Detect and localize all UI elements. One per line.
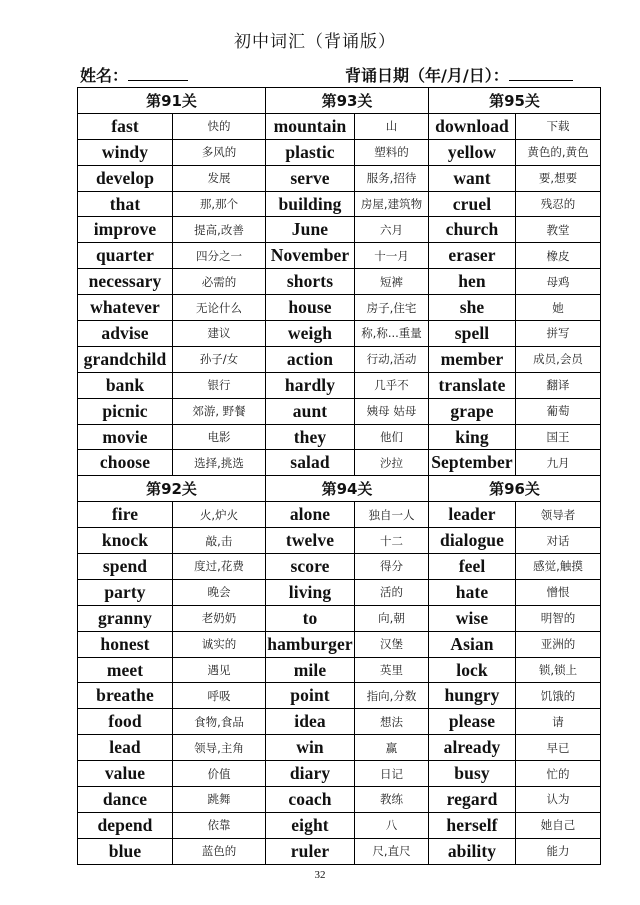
meaning-cell: 九月: [516, 450, 601, 476]
level-header: 第93关: [266, 88, 429, 114]
vocab-row: [78, 838, 601, 864]
vocab-row: [78, 165, 601, 191]
word-cell: leader: [429, 502, 516, 528]
page-number: 32: [314, 869, 326, 881]
vocab-row: [78, 243, 601, 269]
meaning-cell: 母鸡: [516, 269, 601, 295]
word-cell: busy: [429, 761, 516, 787]
word-cell: honest: [78, 631, 173, 657]
meaning-cell: 呼吸: [173, 683, 266, 709]
word-cell: already: [429, 735, 516, 761]
meaning-cell: 憎恨: [516, 579, 601, 605]
word-cell: spell: [429, 321, 516, 347]
word-cell: coach: [266, 787, 355, 813]
meaning-cell: 沙拉: [355, 450, 429, 476]
meaning-cell: 向,朝: [355, 605, 429, 631]
meaning-cell: 塑料的: [355, 139, 429, 165]
word-cell: windy: [78, 139, 173, 165]
word-cell: yellow: [429, 139, 516, 165]
meaning-cell: 敲,击: [173, 528, 266, 554]
meaning-cell: 领导,主角: [173, 735, 266, 761]
meaning-cell: 想法: [355, 709, 429, 735]
word-cell: bank: [78, 372, 173, 398]
word-cell: aunt: [266, 398, 355, 424]
date-field: [345, 63, 573, 86]
word-cell: hamburger: [266, 631, 355, 657]
name-label: 姓名：: [80, 66, 129, 85]
level-header: 第96关: [429, 476, 601, 502]
word-cell: hardly: [266, 372, 355, 398]
word-cell: advise: [78, 321, 173, 347]
vocab-row: [78, 605, 601, 631]
word-cell: herself: [429, 812, 516, 838]
word-cell: picnic: [78, 398, 173, 424]
word-cell: hen: [429, 269, 516, 295]
vocab-row: [78, 812, 601, 838]
word-cell: develop: [78, 165, 173, 191]
meaning-cell: 快的: [173, 113, 266, 139]
word-cell: plastic: [266, 139, 355, 165]
meaning-cell: 依靠: [173, 812, 266, 838]
meaning-cell: 赢: [355, 735, 429, 761]
meaning-cell: 无论什么: [173, 295, 266, 321]
meaning-cell: 葡萄: [516, 398, 601, 424]
meaning-cell: 残忍的: [516, 191, 601, 217]
vocab-row: [78, 787, 601, 813]
vocab-row: [78, 528, 601, 554]
meaning-cell: 度过,花费: [173, 554, 266, 580]
meaning-cell: 跳舞: [173, 787, 266, 813]
word-cell: spend: [78, 554, 173, 580]
meaning-cell: 感觉,触摸: [516, 554, 601, 580]
meaning-cell: 黄色的,黄色: [516, 139, 601, 165]
word-cell: value: [78, 761, 173, 787]
word-cell: granny: [78, 605, 173, 631]
meaning-cell: 他们: [355, 424, 429, 450]
meaning-cell: 建议: [173, 321, 266, 347]
word-cell: score: [266, 554, 355, 580]
meaning-cell: 房子,住宅: [355, 295, 429, 321]
vocab-row: [78, 113, 601, 139]
word-cell: they: [266, 424, 355, 450]
meaning-cell: 山: [355, 113, 429, 139]
meaning-cell: 提高,改善: [173, 217, 266, 243]
meaning-cell: 房屋,建筑物: [355, 191, 429, 217]
date-label: 背诵日期（年/月/日）：: [345, 66, 509, 85]
word-cell: wise: [429, 605, 516, 631]
word-cell: meet: [78, 657, 173, 683]
meaning-cell: 遇见: [173, 657, 266, 683]
word-cell: fire: [78, 502, 173, 528]
meaning-cell: 认为: [516, 787, 601, 813]
word-cell: weigh: [266, 321, 355, 347]
word-cell: want: [429, 165, 516, 191]
level-header: 第92关: [78, 476, 266, 502]
level-header: 第94关: [266, 476, 429, 502]
vocab-row: [78, 761, 601, 787]
meaning-cell: 那,那个: [173, 191, 266, 217]
word-cell: Asian: [429, 631, 516, 657]
meaning-cell: 她: [516, 295, 601, 321]
word-cell: action: [266, 346, 355, 372]
meaning-cell: 忙的: [516, 761, 601, 787]
word-cell: church: [429, 217, 516, 243]
meaning-cell: 诚实的: [173, 631, 266, 657]
word-cell: lock: [429, 657, 516, 683]
word-cell: food: [78, 709, 173, 735]
meaning-cell: 能力: [516, 838, 601, 864]
vocab-row: [78, 450, 601, 476]
meaning-cell: 发展: [173, 165, 266, 191]
vocab-row: [78, 579, 601, 605]
meaning-cell: 对话: [516, 528, 601, 554]
word-cell: diary: [266, 761, 355, 787]
level-header-row: [78, 88, 601, 114]
word-cell: June: [266, 217, 355, 243]
vocab-row: [78, 631, 601, 657]
word-cell: cruel: [429, 191, 516, 217]
word-cell: mountain: [266, 113, 355, 139]
date-blank-line: [509, 66, 573, 81]
word-cell: breathe: [78, 683, 173, 709]
meaning-cell: 银行: [173, 372, 266, 398]
meaning-cell: 蓝色的: [173, 838, 266, 864]
word-cell: living: [266, 579, 355, 605]
word-cell: that: [78, 191, 173, 217]
meaning-cell: 要,想要: [516, 165, 601, 191]
meaning-cell: 短裤: [355, 269, 429, 295]
meaning-cell: 八: [355, 812, 429, 838]
word-cell: translate: [429, 372, 516, 398]
word-cell: choose: [78, 450, 173, 476]
word-cell: twelve: [266, 528, 355, 554]
word-cell: September: [429, 450, 516, 476]
vocab-row: [78, 346, 601, 372]
vocab-table-body: [78, 88, 601, 865]
meaning-cell: 尺,直尺: [355, 838, 429, 864]
meaning-cell: 成员,会员: [516, 346, 601, 372]
meaning-cell: 汉堡: [355, 631, 429, 657]
meaning-cell: 日记: [355, 761, 429, 787]
meaning-cell: 独自一人: [355, 502, 429, 528]
vocab-row: [78, 683, 601, 709]
word-cell: house: [266, 295, 355, 321]
word-cell: dance: [78, 787, 173, 813]
meaning-cell: 多风的: [173, 139, 266, 165]
word-cell: improve: [78, 217, 173, 243]
vocab-row: [78, 502, 601, 528]
word-cell: she: [429, 295, 516, 321]
word-cell: feel: [429, 554, 516, 580]
meaning-cell: 孙子/女: [173, 346, 266, 372]
word-cell: depend: [78, 812, 173, 838]
word-cell: to: [266, 605, 355, 631]
meaning-cell: 饥饿的: [516, 683, 601, 709]
level-header: 第95关: [429, 88, 601, 114]
word-cell: eraser: [429, 243, 516, 269]
word-cell: grandchild: [78, 346, 173, 372]
meaning-cell: 姨母 姑母: [355, 398, 429, 424]
vocab-row: [78, 269, 601, 295]
meaning-cell: 请: [516, 709, 601, 735]
word-cell: idea: [266, 709, 355, 735]
meaning-cell: 指向,分数: [355, 683, 429, 709]
word-cell: win: [266, 735, 355, 761]
meaning-cell: 十一月: [355, 243, 429, 269]
meaning-cell: 必需的: [173, 269, 266, 295]
word-cell: eight: [266, 812, 355, 838]
word-cell: dialogue: [429, 528, 516, 554]
meaning-cell: 亚洲的: [516, 631, 601, 657]
page-title: 初中词汇（背诵版）: [234, 32, 396, 52]
word-cell: building: [266, 191, 355, 217]
meaning-cell: 称,称...重量: [355, 321, 429, 347]
meaning-cell: 价值: [173, 761, 266, 787]
meaning-cell: 十二: [355, 528, 429, 554]
meaning-cell: 橡皮: [516, 243, 601, 269]
meaning-cell: 翻译: [516, 372, 601, 398]
vocab-row: [78, 372, 601, 398]
vocab-row: [78, 139, 601, 165]
word-cell: hungry: [429, 683, 516, 709]
meaning-cell: 国王: [516, 424, 601, 450]
word-cell: knock: [78, 528, 173, 554]
meaning-cell: 行动,活动: [355, 346, 429, 372]
name-blank-line: [128, 66, 188, 81]
level-header: 第91关: [78, 88, 266, 114]
vocab-row: [78, 398, 601, 424]
word-cell: whatever: [78, 295, 173, 321]
vocab-row: [78, 295, 601, 321]
word-cell: member: [429, 346, 516, 372]
vocab-row: [78, 191, 601, 217]
vocab-row: [78, 657, 601, 683]
word-cell: shorts: [266, 269, 355, 295]
meaning-cell: 晚会: [173, 579, 266, 605]
vocab-table: [77, 87, 601, 865]
word-cell: November: [266, 243, 355, 269]
meaning-cell: 活的: [355, 579, 429, 605]
word-cell: download: [429, 113, 516, 139]
word-cell: movie: [78, 424, 173, 450]
word-cell: ability: [429, 838, 516, 864]
vocab-row: [78, 321, 601, 347]
word-cell: ruler: [266, 838, 355, 864]
vocab-row: [78, 709, 601, 735]
vocab-row: [78, 424, 601, 450]
word-cell: regard: [429, 787, 516, 813]
meaning-cell: 食物,食品: [173, 709, 266, 735]
word-cell: blue: [78, 838, 173, 864]
meaning-cell: 下载: [516, 113, 601, 139]
meaning-cell: 明智的: [516, 605, 601, 631]
name-field: [80, 63, 188, 86]
meaning-cell: 电影: [173, 424, 266, 450]
meaning-cell: 英里: [355, 657, 429, 683]
word-cell: serve: [266, 165, 355, 191]
word-cell: mile: [266, 657, 355, 683]
word-cell: hate: [429, 579, 516, 605]
meaning-cell: 领导者: [516, 502, 601, 528]
meaning-cell: 六月: [355, 217, 429, 243]
vocab-row: [78, 735, 601, 761]
word-cell: king: [429, 424, 516, 450]
meaning-cell: 教练: [355, 787, 429, 813]
meaning-cell: 她自己: [516, 812, 601, 838]
word-cell: quarter: [78, 243, 173, 269]
vocab-row: [78, 217, 601, 243]
meaning-cell: 选择,挑选: [173, 450, 266, 476]
level-header-row: [78, 476, 601, 502]
word-cell: necessary: [78, 269, 173, 295]
meaning-cell: 四分之一: [173, 243, 266, 269]
vocab-row: [78, 554, 601, 580]
meaning-cell: 火,炉火: [173, 502, 266, 528]
word-cell: party: [78, 579, 173, 605]
word-cell: alone: [266, 502, 355, 528]
meaning-cell: 早已: [516, 735, 601, 761]
meaning-cell: 得分: [355, 554, 429, 580]
meaning-cell: 几乎不: [355, 372, 429, 398]
word-cell: lead: [78, 735, 173, 761]
meaning-cell: 锁,锁上: [516, 657, 601, 683]
meaning-cell: 拼写: [516, 321, 601, 347]
word-cell: point: [266, 683, 355, 709]
meaning-cell: 老奶奶: [173, 605, 266, 631]
meaning-cell: 服务,招待: [355, 165, 429, 191]
meaning-cell: 教堂: [516, 217, 601, 243]
word-cell: grape: [429, 398, 516, 424]
word-cell: salad: [266, 450, 355, 476]
word-cell: fast: [78, 113, 173, 139]
meaning-cell: 郊游, 野餐: [173, 398, 266, 424]
word-cell: please: [429, 709, 516, 735]
